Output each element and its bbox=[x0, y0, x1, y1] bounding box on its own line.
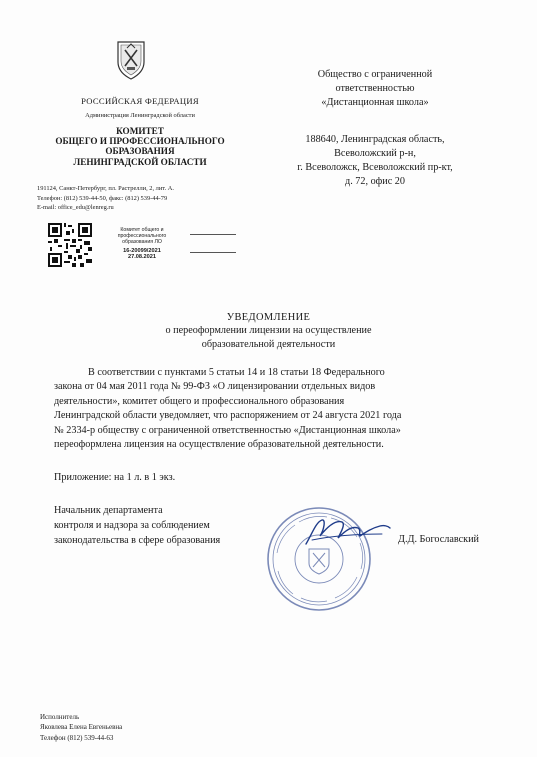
body-line: деятельности», комитет общего и профессионального образования bbox=[54, 395, 345, 407]
signature-icon bbox=[302, 514, 392, 550]
registration-date: 27.08.2021 bbox=[128, 254, 156, 260]
position-line: контроля и надзора за соблюдением bbox=[54, 520, 210, 531]
registration-stamp bbox=[48, 223, 186, 271]
recipient-org bbox=[280, 68, 470, 110]
document-title: УВЕДОМЛЕНИЕ bbox=[226, 312, 311, 323]
stamp-line: образования ЛО bbox=[122, 239, 162, 245]
executor-name: Яковлева Елена Евгеньевна bbox=[40, 723, 123, 732]
executor-phone: Телефон (812) 539-44-63 bbox=[40, 733, 114, 742]
qr-code-icon bbox=[48, 223, 92, 267]
executor-label: Исполнитель bbox=[40, 713, 80, 721]
subtitle-line: образовательной деятельности bbox=[201, 338, 336, 350]
recipient-address-line: г. Всеволожск, Всеволожский пр-кт, bbox=[297, 162, 453, 173]
executor-info bbox=[40, 712, 122, 743]
committee-line: ОБЩЕГО И ПРОФЕССИОНАЛЬНОГО bbox=[55, 136, 225, 147]
sender-address bbox=[37, 184, 247, 213]
recipient-address-line: 188640, Ленинградская область, bbox=[305, 134, 445, 145]
body-paragraph bbox=[54, 366, 503, 452]
subtitle-line: о переоформлении лицензии на осуществление bbox=[165, 325, 372, 336]
sender-address-line: 191124, Санкт-Петербург, пл. Растрелли, 2, лит. А. bbox=[37, 185, 175, 192]
recipient-address-line: Всеволожский р-н, bbox=[334, 148, 416, 159]
body-line: переоформлена лицензия на осуществление образовательной деятельности. bbox=[54, 439, 384, 451]
divider bbox=[190, 234, 236, 235]
position-line: законодательства в сфере образования bbox=[54, 535, 221, 546]
divider bbox=[190, 252, 236, 253]
attachment-note: Приложение: на 1 л. в 1 экз. bbox=[54, 472, 176, 483]
position-line: Начальник департамента bbox=[54, 505, 163, 516]
sender-email-line: E-mail: office_edu@lenreg.ru bbox=[37, 204, 114, 212]
stamp-text bbox=[102, 227, 182, 260]
sender-phone-line: Телефон: (812) 539-44-50, факс: (812) 539-44-79 bbox=[37, 194, 168, 202]
body-line: закона от 04 мая 2011 года № 99-ФЗ «О лицензировании отдельных видов bbox=[54, 381, 376, 393]
recipient-address-line: д. 72, офис 20 bbox=[345, 176, 405, 187]
coat-of-arms-icon bbox=[115, 38, 147, 80]
body-line: Ленинградской области уведомляет, что распоряжением от 24 августа 2021 года bbox=[54, 410, 402, 422]
stamp-line: Комитет общего и bbox=[120, 227, 164, 233]
sender-block bbox=[40, 96, 240, 167]
stamp-line: профессионального bbox=[117, 233, 167, 239]
document-subtitle bbox=[100, 324, 437, 351]
registration-number: 16-20099/2021 bbox=[123, 248, 161, 254]
committee-name bbox=[40, 126, 240, 167]
committee-line: ЛЕНИНГРАДСКОЙ ОБЛАСТИ bbox=[73, 156, 207, 167]
signatory-position bbox=[54, 503, 294, 548]
recipient-line: «Дистанционная школа» bbox=[321, 97, 429, 108]
body-line: № 2334-р обществу с ограниченной ответственностью «Дистанционная школа» bbox=[54, 424, 401, 436]
recipient-address bbox=[262, 133, 488, 189]
signatory-name: Д.Д. Богославский bbox=[398, 534, 480, 545]
administration-name: Администрация Ленинградской области bbox=[85, 112, 195, 119]
country-name: РОССИЙСКАЯ ФЕДЕРАЦИЯ bbox=[81, 96, 199, 106]
committee-line: ОБРАЗОВАНИЯ bbox=[105, 146, 175, 157]
committee-line: КОМИТЕТ bbox=[116, 126, 164, 136]
recipient-line: ответственностью bbox=[335, 83, 415, 94]
body-line: В соответствии с пунктами 5 статьи 14 и 18 статьи 18 Федерального bbox=[88, 367, 385, 378]
recipient-line: Общество с ограниченной bbox=[317, 69, 433, 80]
